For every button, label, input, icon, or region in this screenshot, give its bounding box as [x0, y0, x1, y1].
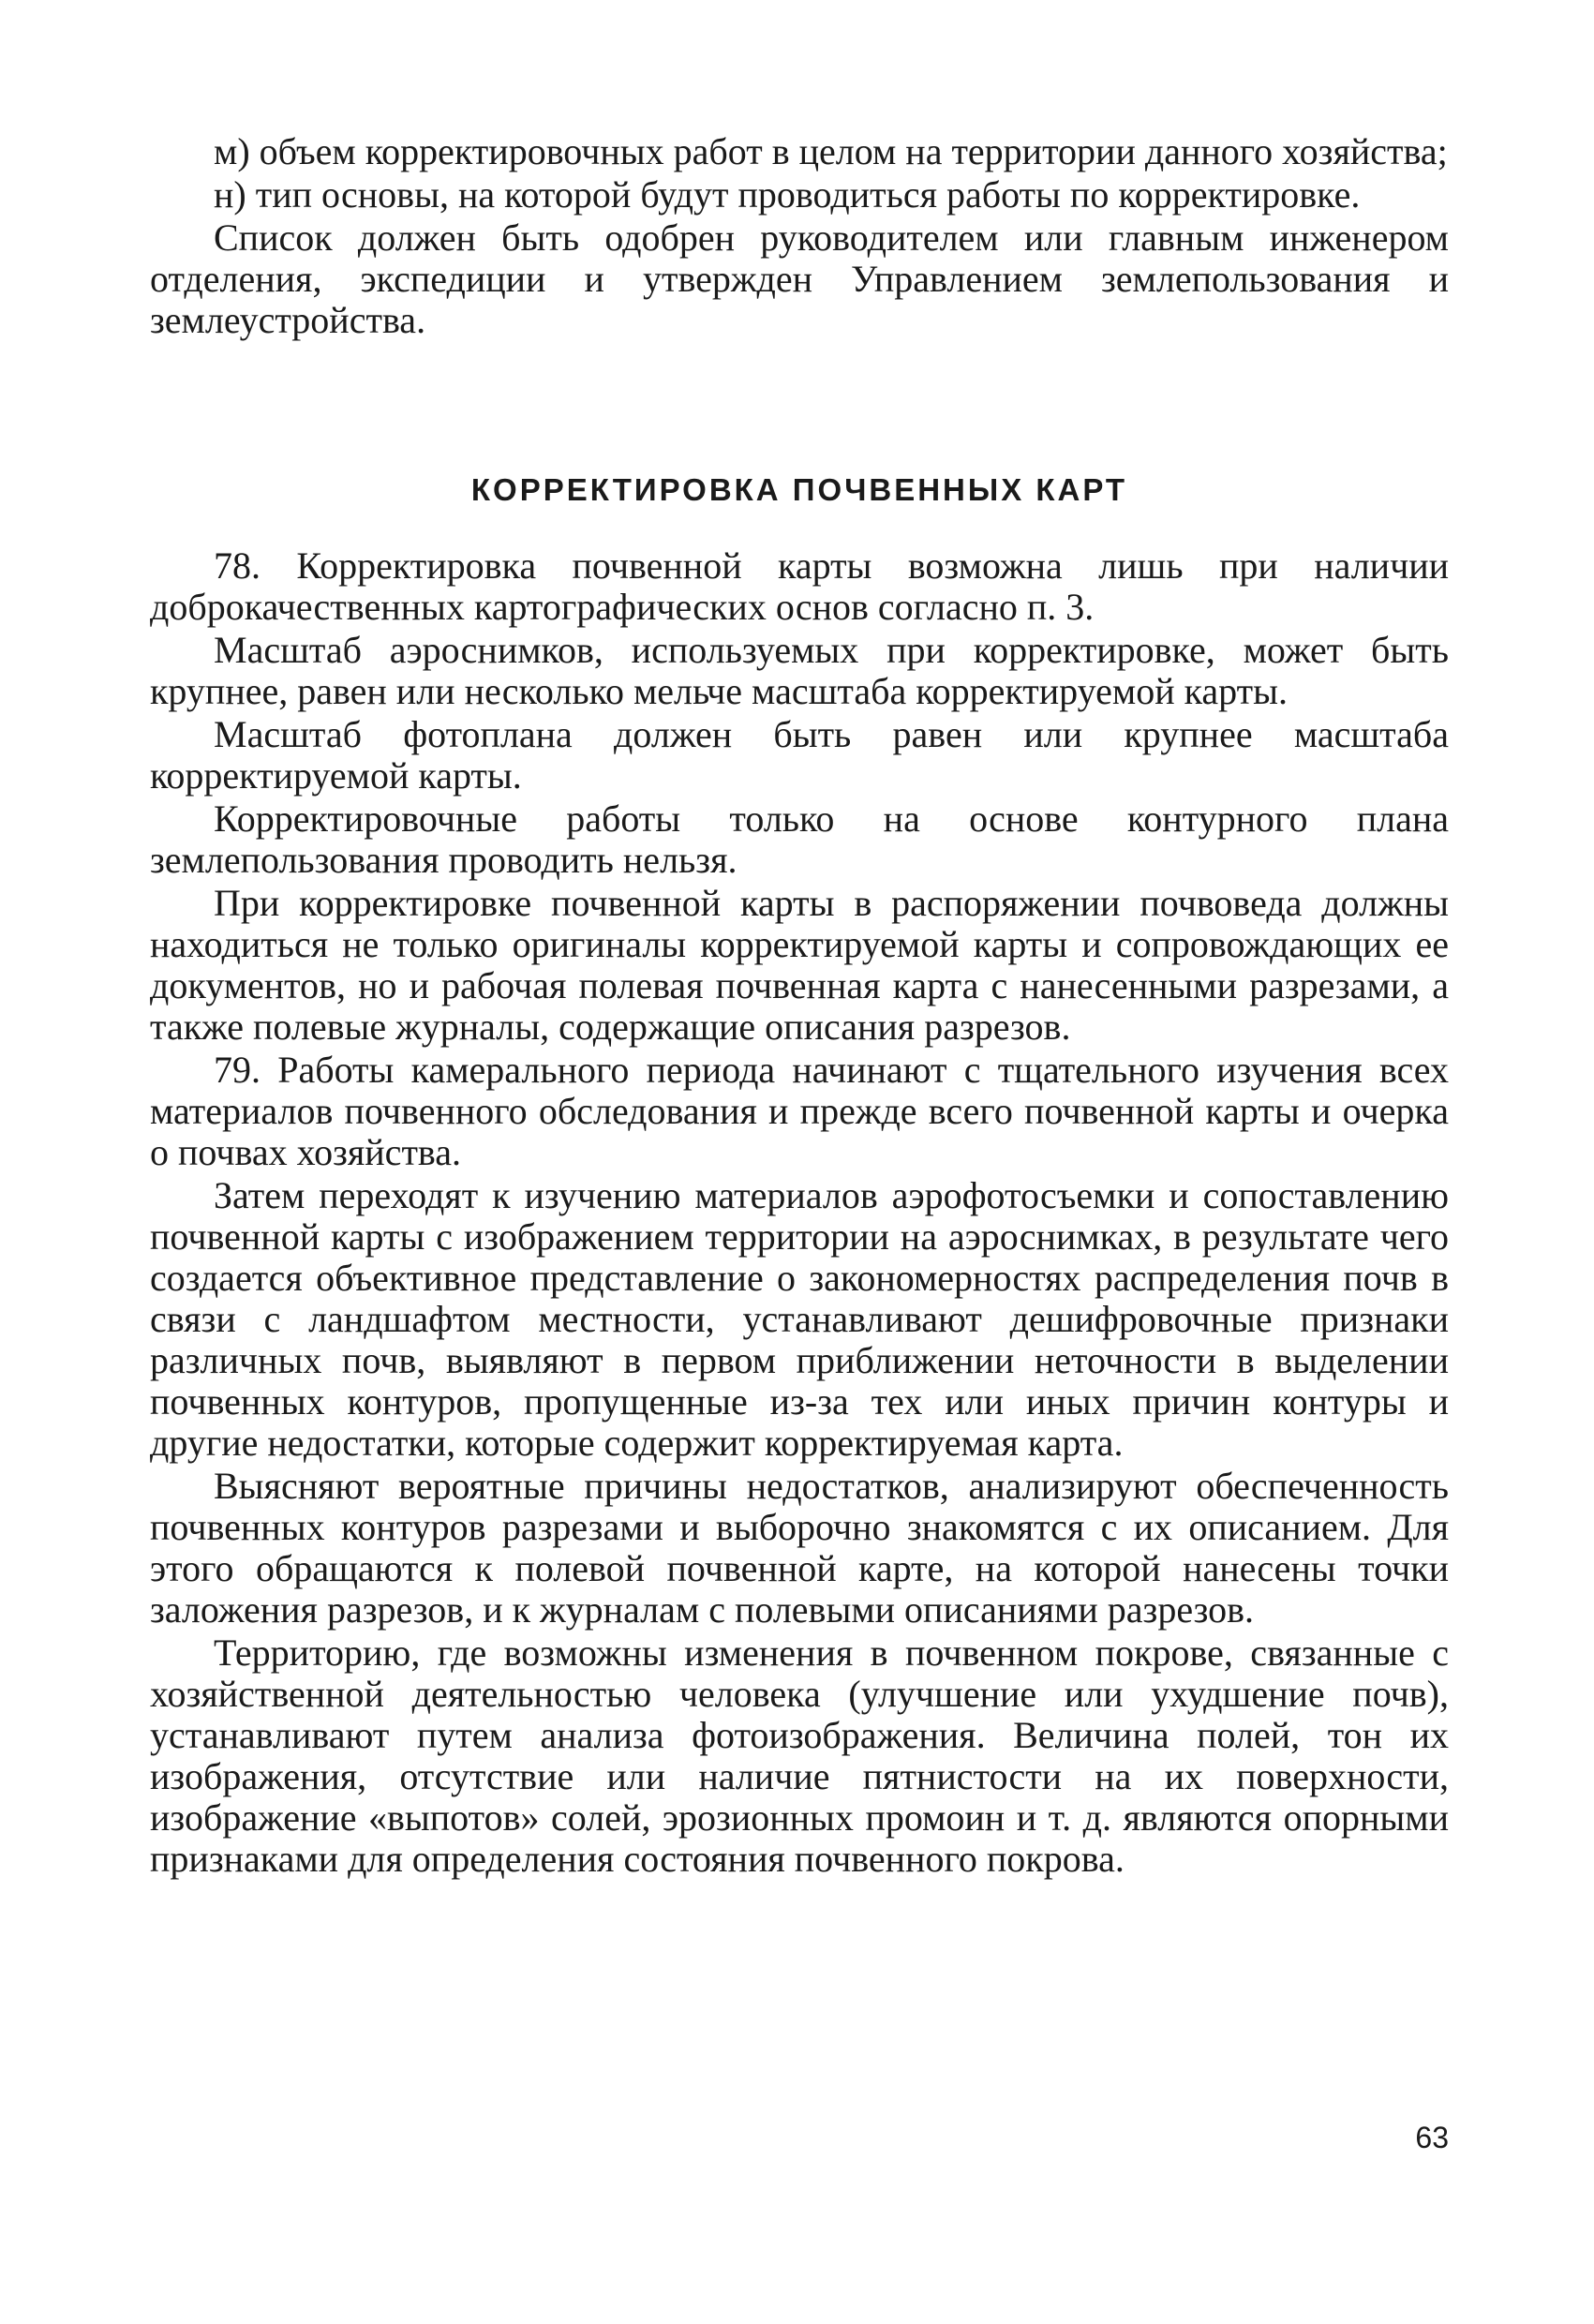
top-text-block: [150, 131, 1449, 343]
paragraph-materials: При корректировке почвенной карты в распоряжении почвоведа должны находиться не только оригиналы корректируемой карты и сопровождающих ее документов, но и рабочая полевая почвенная карта с нанесенными разрезами, а также полевые журналы, содержащие описания разрезов.: [150, 882, 1449, 1048]
paragraph-item-n: н) тип основы, на которой будут проводиться работы по корректировке.: [214, 173, 1361, 216]
paragraph-78: 78. Корректировка почвенной карты возможна лишь при наличии доброкачественных картографических основ согласно п. 3.: [150, 544, 1449, 628]
page-number: 63: [1415, 2121, 1449, 2154]
paragraph-aerial-study: Затем переходят к изучению материалов аэрофотосъемки и сопоставлению почвенной карты с изображением территории на аэроснимках, в результате чего создается объективное представление о закономерностях распределения почв в связи с ландшафтом местности, устанавливают дешифровочные признаки различных почв, выявляют в первом приближении неточности в выделении почвенных контуров, пропущенные из-за тех или иных причин контуры и другие недостатки, которые содержит корректируемая карта.: [150, 1174, 1449, 1464]
paragraph-contour-plan: Корректировочные работы только на основе контурного плана землепользования проводить нельзя.: [150, 797, 1449, 881]
paragraph-photoplan-scale: Масштаб фотоплана должен быть равен или крупнее масштаба корректируемой карты.: [150, 713, 1449, 797]
section-heading: КОРРЕКТИРОВКА ПОЧВЕННЫХ КАРТ: [470, 472, 1128, 507]
main-text-block: [150, 545, 1449, 1882]
paragraph-item-m: м) объем корректировочных работ в целом на территории данного хозяйства;: [214, 130, 1448, 172]
paragraph-approval: Список должен быть одобрен руководителем или главным инженером отделения, экспедиции и утвержден Управлением землепользования и землеустройства.: [150, 216, 1449, 341]
paragraph-territory: Территорию, где возможны изменения в почвенном покрове, связанные с хозяйственной деятельностью человека (улучшение или ухудшение почв), устанавливают путем анализа фотоизображения. Величина полей, тон их изображения, отсутствие или наличие пятнистости на их поверхности, изображение «выпотов» солей, эрозионных промоин и т. д. являются опорными признаками для определения состояния почвенного покрова.: [150, 1631, 1449, 1880]
paragraph-causes: Выясняют вероятные причины недостатков, анализируют обеспеченность почвенных контуров разрезами и выборочно знакомятся с их описанием. Для этого обращаются к полевой почвенной карте, на которой нанесены точки заложения разрезов, и к журналам с полевыми описаниями разрезов.: [150, 1465, 1449, 1631]
paragraph-aerial-scale: Масштаб аэроснимков, используемых при корректировке, может быть крупнее, равен или несколько мельче масштаба корректируемой карты.: [150, 629, 1449, 712]
paragraph-79: 79. Работы камерального периода начинают с тщательного изучения всех материалов почвенного обследования и прежде всего почвенной карты и очерка о почвах хозяйства.: [150, 1049, 1449, 1173]
